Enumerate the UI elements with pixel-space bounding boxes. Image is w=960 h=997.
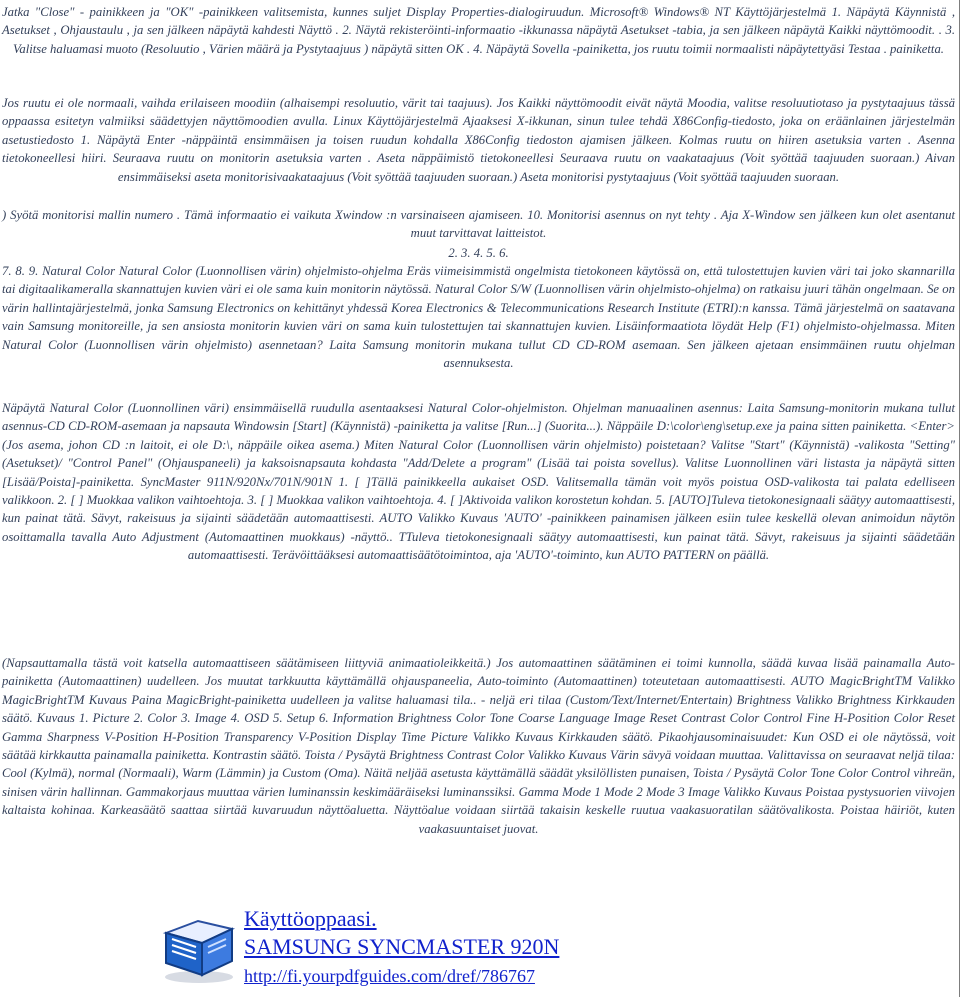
product-name-link[interactable]: SAMSUNG SYNCMASTER 920N [244,934,560,959]
paragraph-step-numbers: 2. 3. 4. 5. 6. [448,246,509,260]
footer-links [244,905,559,988]
paragraph-monitor-model: ) Syötä monitorisi mallin numero . Tämä informaatio ei vaikuta Xwindow :n varsinaiseen ajamiseen. 10. Monitorisi asennus on nyt tehty . Aja X-Window sen jälkeen kun olet asentanut muut tarvittavat laitteistot. [2,208,955,241]
pdf-guide-url-link[interactable]: http://fi.yourpdfguides.com/dref/786767 [244,966,535,986]
paragraph-auto-adjust: (Napsauttamalla tästä voit katsella automaattiseen säätämiseen liittyviä animaatioleikkeitä.) Jos automaattinen säätäminen ei toimi kunnolla, säädä kuvaa lisää painamalla Auto-painiketta (Automaattinen) uudelleen. Jos muutat tarkkuutta käyttämällä ohjauspaneelia, Auto-toiminto (Automaattinen) toteutetaan automaattisesti. AUTO MagicBrightTM Valikko MagicBrightTM Kuvaus Paina MagicBright-painiketta uudelleen ja valitse haluamasi tila.. - neljä eri tilaa (Custom/Text/Internet/Entertain) Brightness Valikko Brightness Kirkkauden säätö. Kuvaus 1. Picture 2. Color 3. Image 4. OSD 5. Setup 6. Information Brightness Color Tone Coarse Language Image Reset Contrast Color Control Fine H-Position Color Reset Gamma Sharpness V-Position H-Position Transparency V-Position Display Time Picture Valikko Kuvaus Kirkkauden säätö. Pikaohjausominaisuudet: Kun OSD ei ole näytössä, voit säätää kirkkautta painamalla painiketta. Kontrastin säätö. Toista / Pysäytä Brightness Contrast Color Valikko Kuvaus Värin sävyä voidaan muuttaa. Valittavissa on seuraavat neljä tilaa: Cool (Kylmä), normal (Normaali), Warm (Lämmin) ja Custom (Oma). Näitä neljää asetusta käyttämällä säädät yksilöllisten punaisen, Toista / Pysäytä Color Tone Color Control vihreän, sinisen värin hallinnan. Gammakorjaus muuttaa värien luminanssin keskimääräiseksi luminanssiksi. Gamma Mode 1 Mode 2 Mode 3 Image Valikko Kuvaus Poistaa pystysuorien viivojen kaltaista kohinaa. Karkeasäätö saattaa siirtää kuvaruudun näyttöaluetta. Näyttöalue voidaan siirtää takaisin keskelle ruutua vaakasuoratilan säätövalikosta. Poistaa häiriöt, kuten vaakasuuntaiset juovat. [2,656,955,836]
book-document-icon [158,905,240,987]
paragraph-linux-setup: Jos ruutu ei ole normaali, vaihda erilaiseen moodiin (alhaisempi resoluutio, värit tai taajuus). Jos Kaikki näyttömoodit eivät näytä Moodia, valitse resoluutiotaso ja pystytaajuus tässä oppaassa esitetyn valmiiksi säädettyjen näyttömoodien avulla. Linux Käyttöjärjestelmä Ajaaksesi X-ikkunan, sinun tulee tehdä X86Config-tiedosto, joka on eräänlainen järjestelmän asetustiedosto 1. Näpäytä Enter -näppäintä ensimmäisen ja toisen ruudun kohdalla X86Config tiedoston ajamisen jälkeen. Kolmas ruutu on hiiren asetuksia varten . Asenna tietokoneellesi hiiri. Seuraava ruutu on monitorin asetuksia varten . Aseta näppäimistö tietokoneellesi Seuraava ruutu on vaakataajuus (Voit syöttää taajuuden suoraan.) Aivan ensimmäiseksi aseta monitorisivaakataajuus (Voit syöttää taajuuden suoraan.) Aseta monitorisi pystytaajuus (Voit syöttää taajuuden suoraan. [2,96,955,184]
footer [158,905,598,995]
paragraph-natural-color: 7. 8. 9. Natural Color Natural Color (Luonnollisen värin) ohjelmisto-ohjelma Eräs viimeisimmistä ongelmista tietokoneen käytössä on, että tulostettujen kuvien väri tai joko skannarilla tai digitaalikameralla skannattujen kuvien väri ei ole sama kuin monitorin näytössä. Natural Color S/W (Luonnollisen värin ohjelmisto-ohjelma) on ratkaisu juuri tähän ongelmaan. Se on värin hallintajärjestelmä, jonka Samsung Electronics on kehittänyt yhdessä Korea Electronics & Telecommunications Research Institute (ETRI):n kanssa. Tämä järjestelmä on saatavana vain Samsung monitoreille, ja sen ansiosta monitorin kuvien väri on sama kuin tulostettujen tai skannattujen kuvien. Lisäinformaatiota löydät Help (F1) ohjelmisto-ohjelmassa. Miten Natural Color (Luonnollisen värin ohjelmisto) asennetaan? Laita Samsung monitorin mukana tullut CD CD-ROM asemaan. Sen jälkeen ajetaan ensimmäinen ruutu ohjelman asennuksesta. [2,264,955,371]
paragraph-display-properties: Jatka "Close" - painikkeen ja "OK" -painikkeen valitsemista, kunnes suljet Display Properties-dialogiruudun. Microsoft® Windows® NT Käyttöjärjestelmä 1. Näpäytä Käynnistä , Asetukset , Ohjaustaulu , ja sen jälkeen näpäytä kahdesti Näyttö . 2. Näytä rekisteröinti-informaatio -ikkunassa näpäytä Asetukset -tabia, ja sen jälkeen näpäytä Kaikki näyttömoodit. . 3. Valitse haluamasi muoto (Resoluutio , Värien määrä ja Pystytaajuus ) näpäytä sitten OK . 4. Näpäytä Sovella -painiketta, jos ruutu toimii normaalisti näpäytettyäsi Testaa . painiketta. [2,5,955,56]
user-guide-link[interactable]: Käyttöoppaasi. [244,906,377,931]
paragraph-installation: Näpäytä Natural Color (Luonnollinen väri) ensimmäisellä ruudulla asentaaksesi Natural Color-ohjelmiston. Ohjelman manuaalinen asennus: Laita Samsung-monitorin mukana tullut asennus-CD CD-ROM-asemaan ja napsauta Windowsin [Start] (Käynnistä) -painiketta ja valitse [Run...] (Suorita...). Näppäile D:\color\eng\setup.exe ja paina sitten painiketta. <Enter> (Jos asema, johon CD :n laitoit, ei ole D:\, näppäile oikea asema.) Miten Natural Color (Luonnollisen värin ohjelmisto) poistetaan? Valitse "Start" (Käynnistä) -valikosta "Setting" (Asetukset)/ "Control Panel" (Ohjauspaneeli) ja kaksoisnapsauta kohdasta "Add/Delete a program" (Lisää tai poista sovellus). Valitse Luonnollinen väri listasta ja näpäytä sitten [Lisää/Poista]-painiketta. SyncMaster 911N/920Nx/701N/901N 1. [ ]Tällä painikkeella aukaiset OSD. Valitsemalla tämän voit myös poistua OSD-valikosta tai palata edelliseen valikkoon. 2. [ ] Muokkaa valikon vaihtoehtoja. 3. [ ] Muokkaa valikon vaihtoehtoja. 4. [ ]Aktivoida valikon korostetun kohdan. 5. [AUTO]Tuleva tietokonesignaali säätyy automaattisesti, kun painat tätä. Sävyt, rakeisuus ja sijainti säädetään automaattisesti. AUTO Valikko Kuvaus 'AUTO' -painikkeen painamisen jälkeen esiin tulee keskellä olevan animoidun näytön osoittamalla tavalla Auto Adjustment (Automaattinen muokkaus) -näyttö.. TTuleva tietokonesignaali säätyy automaattisesti, kun painat tätä. Sävyt, rakeisuus ja sijainti säädetään automaattisesti. Terävöittääksesi automaattisäätötoimintoa, aja 'AUTO'-toiminto, kun AUTO PATTERN on päällä. [2,401,955,563]
